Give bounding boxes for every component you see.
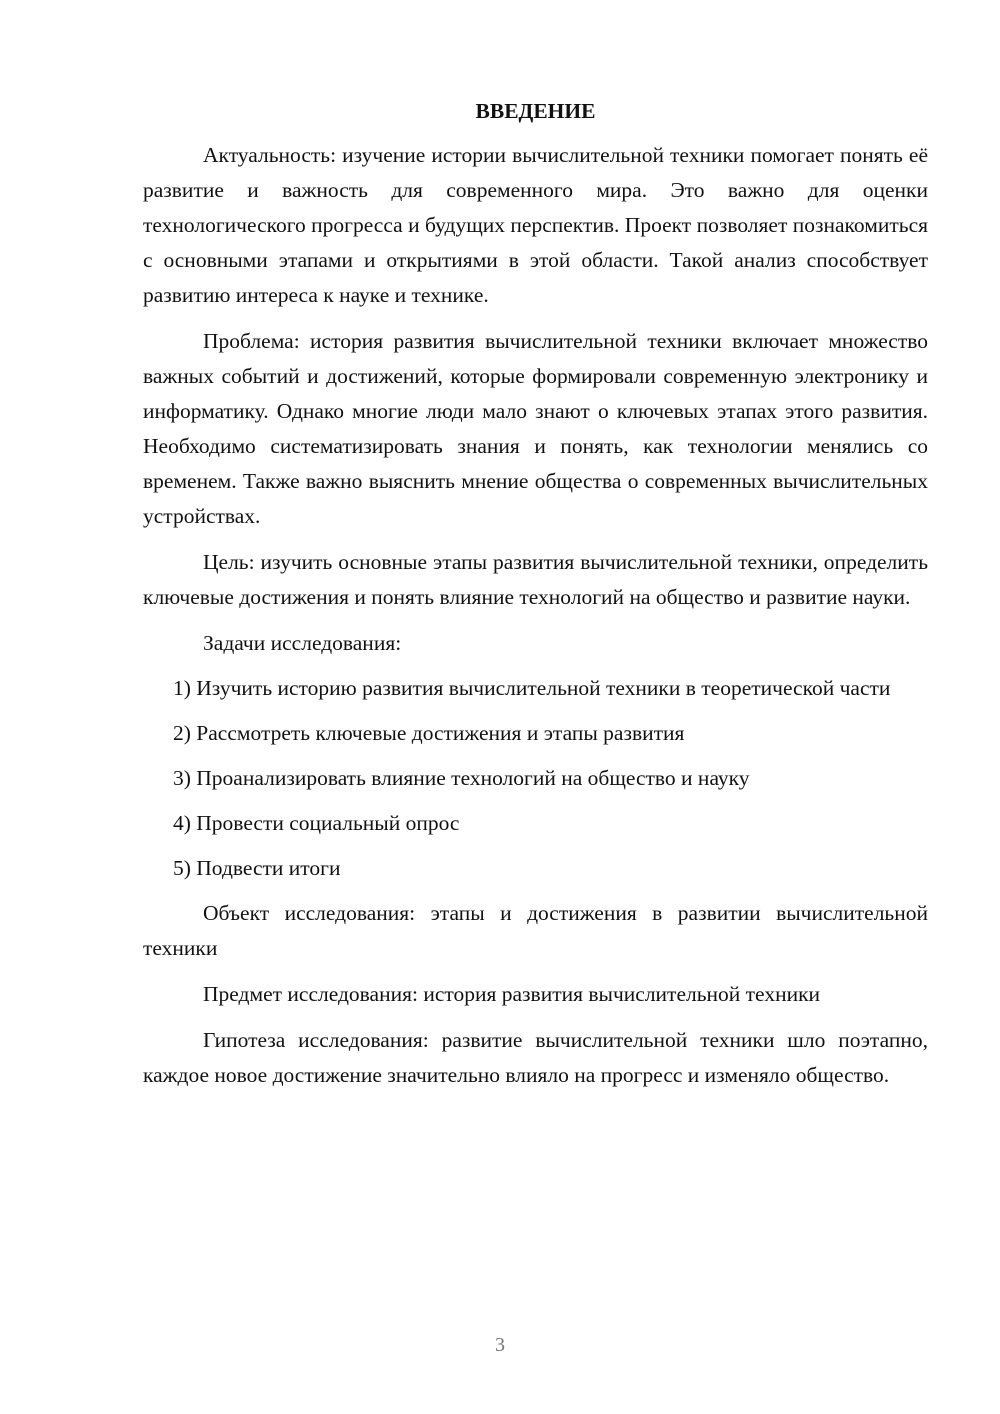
paragraph-object: Объект исследования: этапы и достижения в развитии вычислительной техники: [143, 901, 928, 960]
paragraph-goal: Цель: изучить основные этапы развития вычислительной техники, определить ключевые достижения и понять влияние технологий на общество и развитие науки.: [143, 550, 928, 609]
task-item-2: 2) Рассмотреть ключевые достижения и этапы развития: [173, 721, 685, 745]
page-number: 3: [495, 1334, 505, 1356]
task-item-3: 3) Проанализировать влияние технологий на общество и науку: [173, 766, 750, 790]
paragraph-tasks-heading: Задачи исследования:: [203, 631, 402, 655]
task-item-1: 1) Изучить историю развития вычислительной техники в теоретической части: [173, 676, 891, 700]
paragraph-subject: Предмет исследования: история развития вычислительной техники: [203, 982, 821, 1006]
paragraph-hypothesis: Гипотеза исследования: развитие вычислительной техники шло поэтапно, каждое новое достижение значительно влияло на прогресс и изменяло общество.: [143, 1028, 928, 1087]
document-body: [143, 96, 928, 1104]
task-item-4: 4) Провести социальный опрос: [173, 811, 460, 835]
paragraph-problem: Проблема: история развития вычислительной техники включает множество важных событий и достижений, которые формировали современную электронику и информатику. Однако многие люди мало знают о ключевых этапах этого развития. Необходимо систематизировать знания и понять, как технологии менялись со временем. Также важно выяснить мнение общества о современных вычислительных устройствах.: [143, 329, 928, 528]
task-item-5: 5) Подвести итоги: [173, 856, 341, 880]
paragraph-relevance: Актуальность: изучение истории вычислительной техники помогает понять её развитие и важность для современного мира. Это важно для оценки технологического прогресса и будущих перспектив. Проект позволяет познакомиться с основными этапами и открытиями в этой области. Такой анализ способствует развитию интереса к науке и технике.: [143, 143, 928, 307]
section-title: ВВЕДЕНИЕ: [475, 99, 596, 123]
